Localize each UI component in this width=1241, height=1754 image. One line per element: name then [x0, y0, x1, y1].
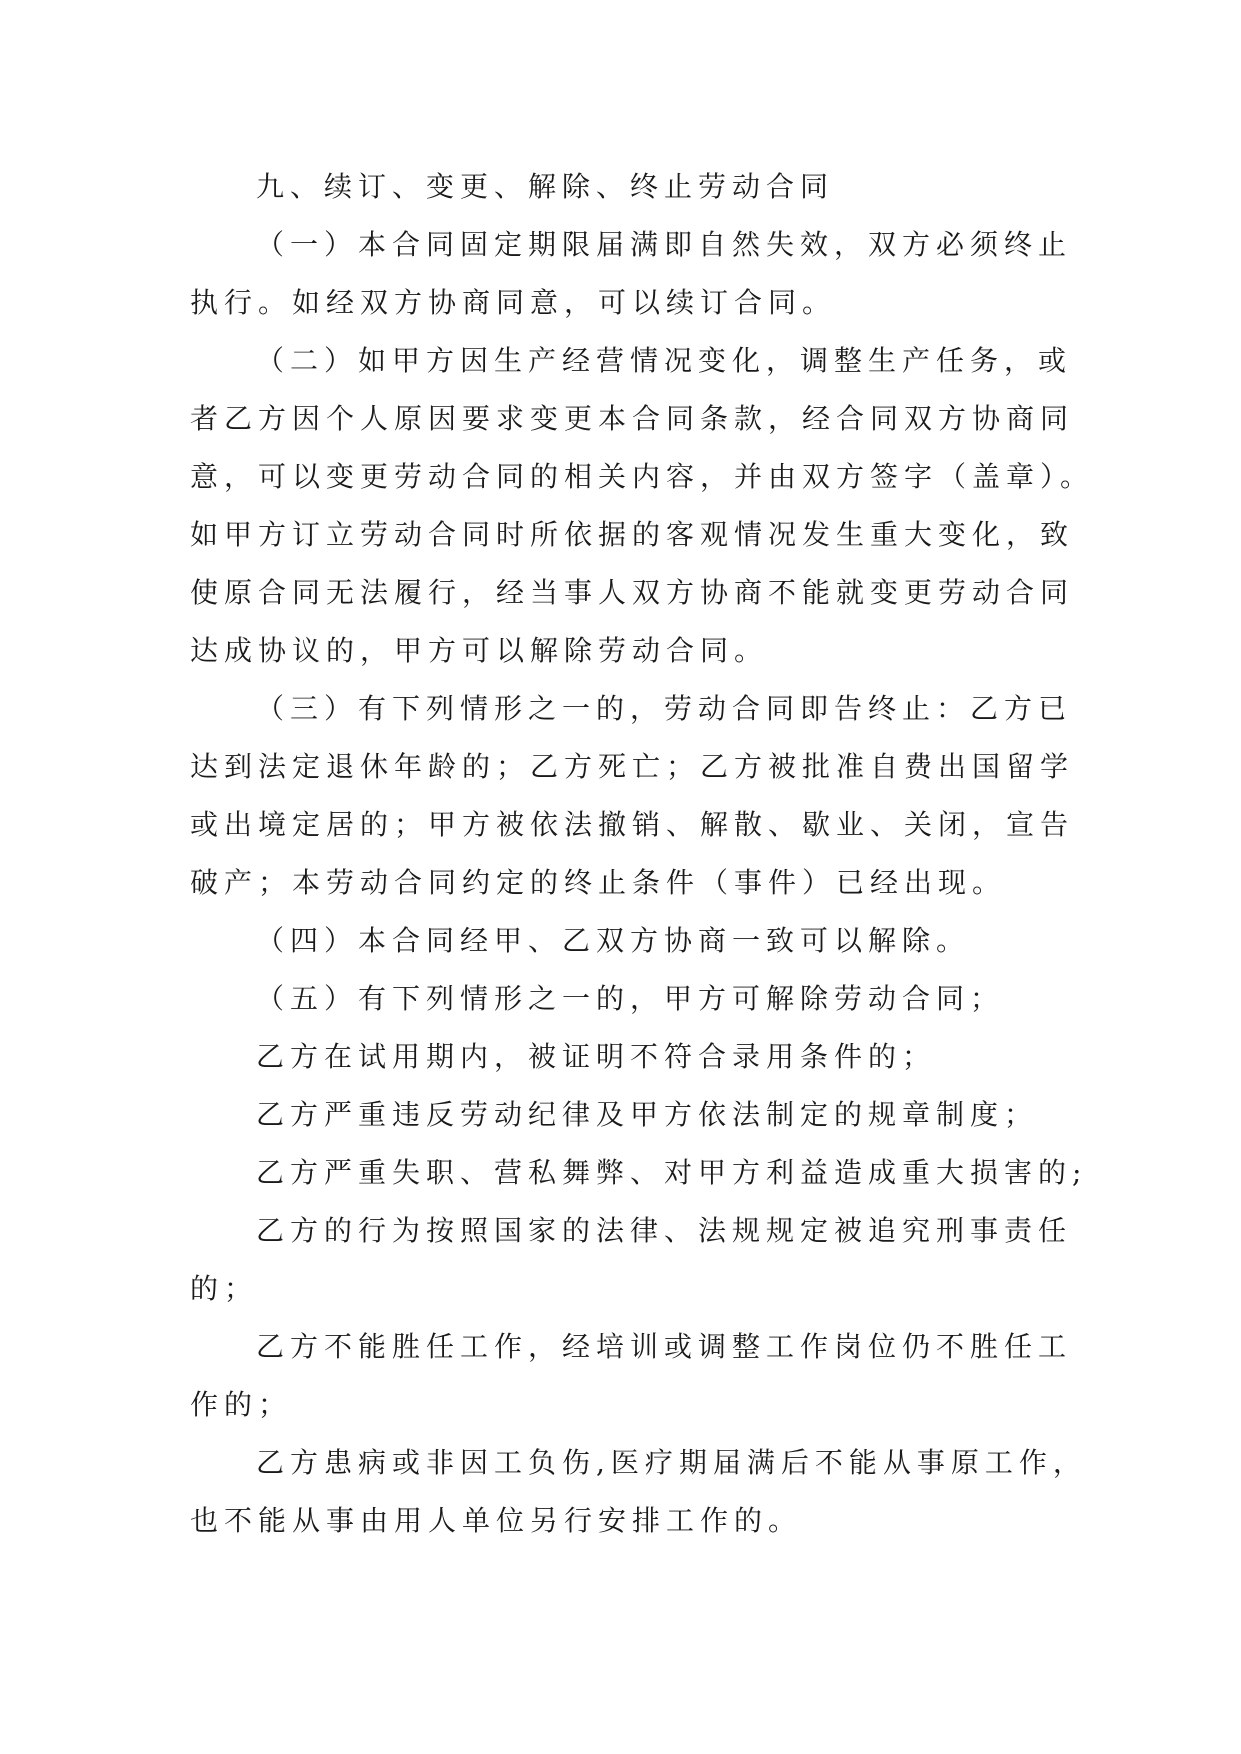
text-line: （五）有下列情形之一的，甲方可解除劳动合同；	[256, 982, 1005, 1015]
text-line: 乙方在试用期内，被证明不符合录用条件的；	[256, 1040, 937, 1073]
text-line: 意，可以变更劳动合同的相关内容，并由双方签字（盖章）。	[190, 460, 1095, 493]
text-line: 乙方的行为按照国家的法律、法规规定被追究刑事责任	[256, 1214, 1073, 1247]
text-line: 的；	[190, 1272, 259, 1305]
text-line: 使原合同无法履行，经当事人双方协商不能就变更劳动合同	[190, 576, 1075, 609]
text-line: 者乙方因个人原因要求变更本合同条款，经合同双方协商同	[190, 402, 1075, 435]
text-line: 达到法定退休年龄的；乙方死亡；乙方被批准自费出国留学	[190, 750, 1075, 783]
text-line: 乙方患病或非因工负伤,医疗期届满后不能从事原工作，	[256, 1446, 1087, 1479]
text-line: 乙方严重失职、营私舞弊、对甲方利益造成重大损害的;	[256, 1156, 1088, 1189]
text-line: （四）本合同经甲、乙双方协商一致可以解除。	[256, 924, 971, 957]
contract-text-body	[190, 158, 1095, 1550]
text-line: 破产；本劳动合同约定的终止条件（事件）已经出现。	[190, 866, 1007, 899]
text-line: 执行。如经双方协商同意，可以续订合同。	[190, 286, 837, 319]
text-line: （一）本合同固定期限届满即自然失效，双方必须终止	[256, 228, 1073, 261]
text-line: 九、续订、变更、解除、终止劳动合同	[256, 170, 835, 203]
text-line: 作的；	[190, 1388, 293, 1421]
text-line: 如甲方订立劳动合同时所依据的客观情况发生重大变化，致	[190, 518, 1075, 551]
text-line: （二）如甲方因生产经营情况变化，调整生产任务，或	[256, 344, 1073, 377]
text-line: 乙方不能胜任工作，经培训或调整工作岗位仍不胜任工	[256, 1330, 1073, 1363]
text-line: （三）有下列情形之一的，劳动合同即告终止：乙方已	[256, 692, 1073, 725]
text-line: 或出境定居的；甲方被依法撤销、解散、歇业、关闭，宣告	[190, 808, 1075, 841]
text-line: 乙方严重违反劳动纪律及甲方依法制定的规章制度；	[256, 1098, 1039, 1131]
text-line: 达成协议的，甲方可以解除劳动合同。	[190, 634, 769, 667]
text-line: 也不能从事由用人单位另行安排工作的。	[190, 1504, 803, 1537]
